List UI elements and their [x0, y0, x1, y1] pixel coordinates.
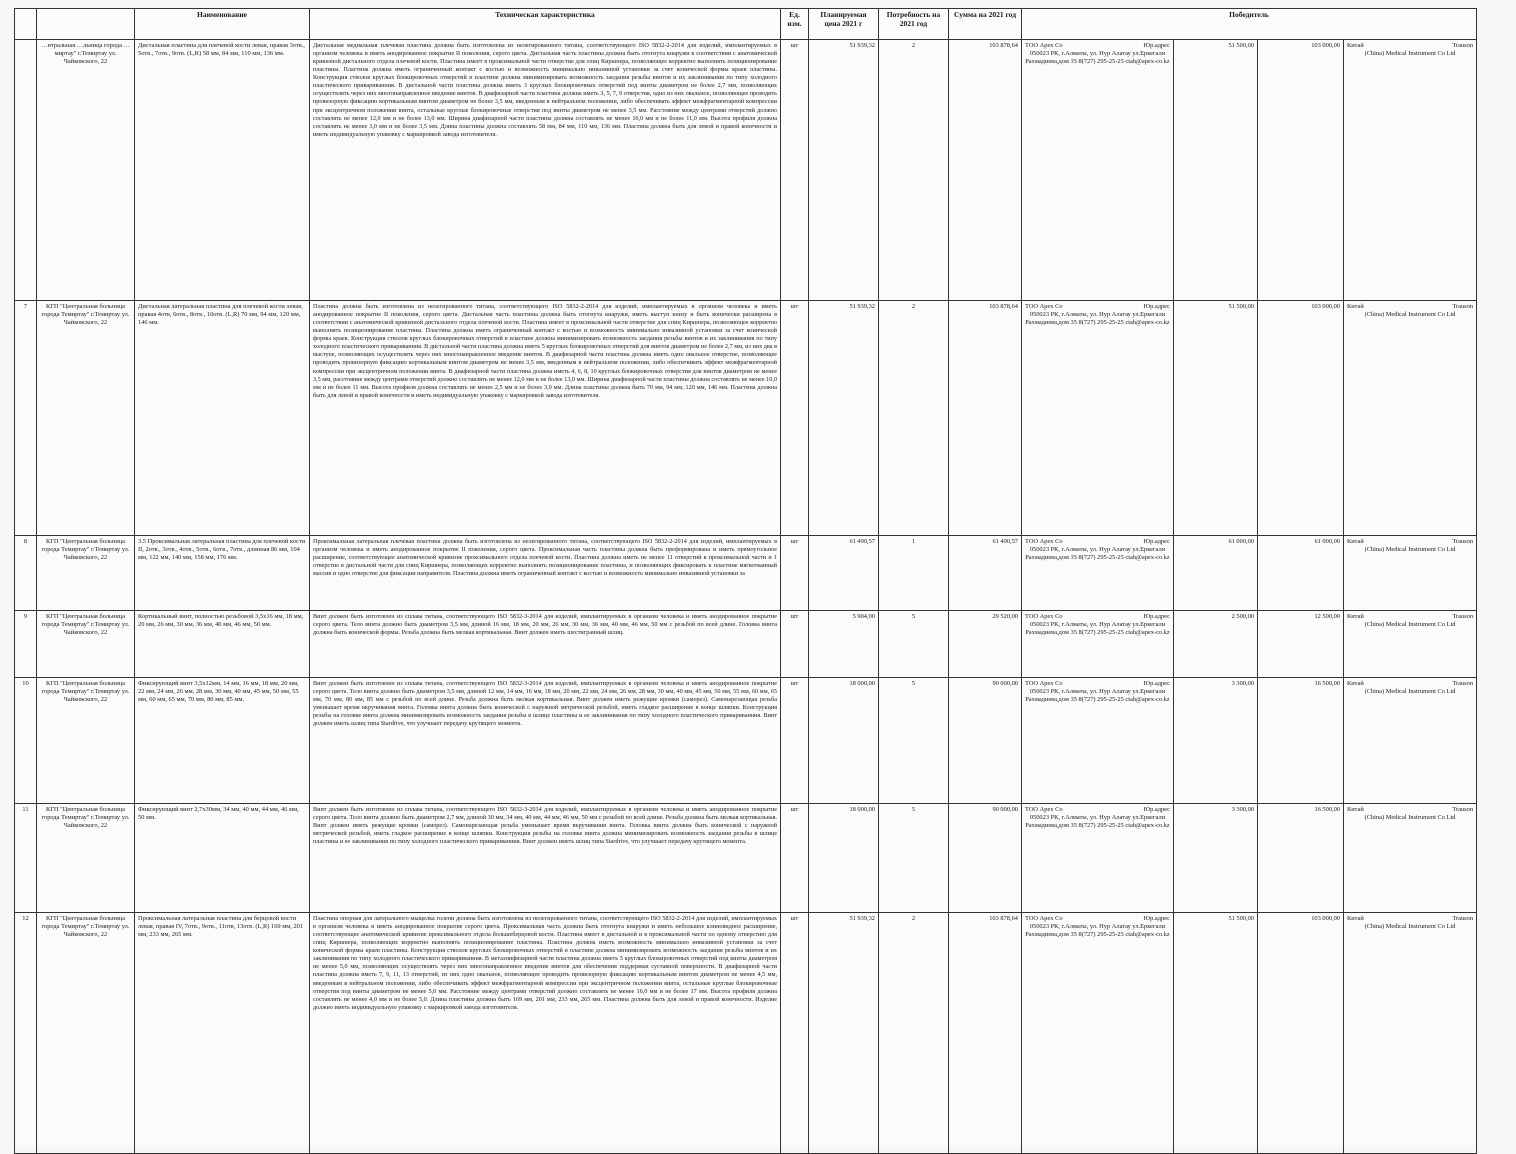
cell-winner-sum: 103 000,00 — [1258, 301, 1344, 536]
header-num — [15, 9, 37, 40]
manufacturer-name-a: Trauson — [1452, 538, 1474, 545]
cell-customer: …нтральная …льница города …миртау" г.Темиртау ул. Чайковского, 22 — [37, 40, 135, 301]
cell-winner-price: 3 300,00 — [1174, 804, 1258, 913]
cell-price: 51 939,32 — [809, 913, 879, 1154]
cell-num: 11 — [15, 804, 37, 913]
table-row — [15, 611, 1477, 678]
cell-num: 7 — [15, 301, 37, 536]
manufacturer-line — [1347, 303, 1473, 311]
manufacturer-country: Китай — [1347, 42, 1364, 49]
cell-price: 18 000,00 — [809, 804, 879, 913]
supplier-address: 050023 РК, г.Алматы, ул. Нур Алатау ул.Еркегали Рахмадиева,дом 35 8(727) 295-25-25 ctah@apex-co.kz — [1025, 688, 1170, 704]
supplier-addr-label: Юр.адрес — [1143, 915, 1170, 922]
cell-spec: Винт должен быть изготовлен из сплава титана, соответствующего ISO 5832-3-2014 для изделий, имплантируемых в организм человека и иметь анодированное покрытие серого цвета. Тело винта должно быть диаметром 2,7 мм, длиной 30 мм, 34 мм, 40 мм, 44 мм, 46 мм, 50 мм с резьбой по всей длине. Резьба должна быть мелкая кортикальная. Винт должен иметь режущие кромки (саморез). Самонарезающая резьба уменьшает время вкручивания винта. Головка винта должна быть конической с наружной метрической резьбой, иметь гладкое расширение в конце шляпки. Конструкция резьбы на головке винта должна минимизировать возможность заедания резьбы в шлице пластины и ее заклинивания по типу холодного пластического привариванния. Винт должен иметь шлиц типа Stardrive, что улучшает передачу крутящего момента. — [310, 804, 781, 913]
cell-customer: КГП "Центральная больница города Темиртау" г.Темиртау ул. Чайковского, 22 — [37, 678, 135, 804]
cell-manufacturer — [1344, 804, 1477, 913]
supplier-address: 050023 РК, г.Алматы, ул. Нур Алатау ул.Еркегали Рахмадиева,дом 35 8(727) 295-25-25 ctah@apex-co.kz — [1025, 50, 1170, 66]
supplier-address: 050023 РК, г.Алматы, ул. Нур Алатау ул.Еркегали Рахмадиева,дом 35 8(727) 295-25-25 ctah@apex-co.kz — [1025, 311, 1170, 327]
cell-num: 10 — [15, 678, 37, 804]
manufacturer-line — [1347, 806, 1473, 814]
header-customer — [37, 9, 135, 40]
cell-num: 12 — [15, 913, 37, 1154]
cell-qty: 5 — [879, 611, 949, 678]
cell-qty: 5 — [879, 678, 949, 804]
supplier-name: ТОО Apex Co — [1025, 806, 1063, 813]
cell-item-name: 3.5 Проксимальная латеральная пластина для плечевой кости II, 2отв., 3отв., 4отв., 5отв., 6отв., 7отв., длинная 86 мм, 104 мм, 122 мм, 140 мм, 158 мм, 176 мм. — [135, 536, 310, 611]
table-row — [15, 913, 1477, 1154]
supplier-addr-label: Юр.адрес — [1143, 680, 1170, 687]
supplier-addr-label: Юр.адрес — [1143, 613, 1170, 620]
cell-manufacturer — [1344, 678, 1477, 804]
cell-sum: 90 000,00 — [949, 804, 1022, 913]
header-spec: Техническая характеристика — [310, 9, 781, 40]
header-sum: Сумма на 2021 год — [949, 9, 1022, 40]
cell-item-name: Проксимальная латеральная пластина для берцовой кости левая, правая IV, 7отв., 9отв., 11отв, 13отв. (L,R) 169 мм, 201 мм, 233 мм, 265 мм. — [135, 913, 310, 1154]
cell-sum: 103 878,64 — [949, 301, 1022, 536]
cell-item-name: Фиксирующий винт 3,5х12мм, 14 мм, 16 мм, 18 мм, 20 мм, 22 мм, 24 мм, 26 мм, 28 мм, 30 мм, 40 мм, 45 мм, 50 мм, 55 мм, 60 мм, 65 мм, 70 мм, 80 мм, 85 мм. — [135, 678, 310, 804]
header-price: Планируемая цена 2021 г — [809, 9, 879, 40]
manufacturer-name-b: (China) Medical Instrument Co Ltd — [1364, 311, 1456, 319]
table-row — [15, 301, 1477, 536]
manufacturer-country: Китай — [1347, 303, 1364, 310]
cell-sum: 29 520,00 — [949, 611, 1022, 678]
cell-supplier — [1022, 611, 1174, 678]
cell-customer: КГП "Центральная больница города Темиртау" г.Темиртау ул. Чайковского, 22 — [37, 804, 135, 913]
cell-spec: Винт должен быть изготовлен из сплава титана, соответствующего ISO 5832-3-2014 для изделий, имплантируемых в организм человека и иметь анодированное покрытие серого цвета. Тело винта должно быть диаметром 3,5 мм, длиной 12 мм, 14 мм, 16 мм, 18 мм, 20 мм, 22 мм, 24 мм, 26 мм, 28 мм, 30 мм, 40 мм, 45 мм, 50 мм, 55 мм, 60 мм, 65 мм, 70 мм, 80 мм, 85 мм с резьбой по всей длине. Резьба должна быть мелкая кортикальная. Винт должен иметь режущие кромки (саморез). Самонарезающая резьба уменьшает время вкручивания винта. Головка винта должна быть конической с наружной метрической резьбой, иметь гладкое расширение в конце шляпки. Конструкция резьбы на головке винта должна минимизировать возможность заедания резьбы в шлице пластины и ее заклинивания по типу холодного пластического привариванния. Винт должен иметь шлиц типа Stardrive, что улучшает передачу крутящего момента. — [310, 678, 781, 804]
table-row — [15, 40, 1477, 301]
cell-manufacturer — [1344, 301, 1477, 536]
cell-spec: Проксимальная латеральная плечевая пластина должна быть изготовлена из нелегированного титана, соответствующего ISO 5832-2-2014 для изделий, имплантируемых в организм человека и иметь анодированное покрытие II поколения, серого цвета. Проксимальная часть пластины должна быть преформирована и иметь прямоугольное расширение, соответствующее анатомической кривизне проксимального отдела плечевой кости. Пластина должна иметь не менее 11 отверстий в проксимальной части и 1 отверстие в дистальной части для спиц Киршнера, позволяющих корректно выполнять позиционирование пластины, и позволяющих фиксировать к пластине мягкотканный массив и одно отверстие для фиксации направителя. Пластина должна иметь ограниченный контакт с костью и возможность минимально инвазивной установки за — [310, 536, 781, 611]
cell-supplier — [1022, 536, 1174, 611]
cell-winner-sum: 16 500,00 — [1258, 678, 1344, 804]
cell-sum: 61 490,57 — [949, 536, 1022, 611]
supplier-addr-label: Юр.адрес — [1143, 42, 1170, 49]
cell-customer: КГП "Центральная больница города Темиртау" г.Темиртау ул. Чайковского, 22 — [37, 536, 135, 611]
cell-winner-price: 3 300,00 — [1174, 678, 1258, 804]
supplier-line — [1025, 538, 1170, 546]
cell-manufacturer — [1344, 913, 1477, 1154]
header-unit: Ед. изм. — [781, 9, 809, 40]
cell-unit: шт — [781, 611, 809, 678]
cell-winner-sum: 103 000,00 — [1258, 913, 1344, 1154]
cell-qty: 1 — [879, 536, 949, 611]
supplier-line — [1025, 613, 1170, 621]
manufacturer-line — [1347, 613, 1473, 621]
cell-sum: 103 878,64 — [949, 913, 1022, 1154]
supplier-line — [1025, 303, 1170, 311]
cell-item-name: Кортикальный винт, полностью резьбовой 3,5х16 мм, 18 мм, 20 мм, 26 мм, 30 мм, 36 мм, 40 мм, 46 мм, 50 мм. — [135, 611, 310, 678]
cell-manufacturer — [1344, 611, 1477, 678]
table-row — [15, 536, 1477, 611]
supplier-name: ТОО Apex Co — [1025, 538, 1063, 545]
cell-qty: 2 — [879, 40, 949, 301]
supplier-name: ТОО Apex Co — [1025, 613, 1063, 620]
cell-winner-sum: 61 000,00 — [1258, 536, 1344, 611]
manufacturer-country: Китай — [1347, 915, 1364, 922]
supplier-address: 050023 РК, г.Алматы, ул. Нур Алатау ул.Еркегали Рахмадиева,дом 35 8(727) 295-25-25 ctah@apex-co.kz — [1025, 546, 1170, 562]
supplier-line — [1025, 915, 1170, 923]
cell-price: 18 000,00 — [809, 678, 879, 804]
supplier-address: 050023 РК, г.Алматы, ул. Нур Алатау ул.Еркегали Рахмадиева,дом 35 8(727) 295-25-25 ctah@apex-co.kz — [1025, 923, 1170, 939]
manufacturer-line — [1347, 538, 1473, 546]
cell-num: 8 — [15, 536, 37, 611]
cell-unit: шт — [781, 913, 809, 1154]
supplier-address: 050023 РК, г.Алматы, ул. Нур Алатау ул.Еркегали Рахмадиева,дом 35 8(727) 295-25-25 ctah@apex-co.kz — [1025, 814, 1170, 830]
cell-price: 5 904,00 — [809, 611, 879, 678]
manufacturer-name-b: (China) Medical Instrument Co Ltd — [1364, 50, 1456, 58]
cell-item-name: Дистальная пластина для плечевой кости левая, правая 3отв., 5отв., 7отв., 9отв. (L,R) 58 мм, 84 мм, 110 мм, 136 мм. — [135, 40, 310, 301]
manufacturer-country: Китай — [1347, 613, 1364, 620]
cell-unit: шт — [781, 40, 809, 301]
cell-item-name: Дистальная латеральная пластина для плечевой кости левая, правая 4отв, 6отв., 8отв., 10отв. (L,R) 70 мм, 94 мм, 120 мм, 146 мм. — [135, 301, 310, 536]
cell-supplier — [1022, 804, 1174, 913]
manufacturer-line — [1347, 42, 1473, 50]
cell-price: 51 939,32 — [809, 301, 879, 536]
cell-winner-price: 51 500,00 — [1174, 913, 1258, 1154]
table-row — [15, 678, 1477, 804]
manufacturer-country: Китай — [1347, 538, 1364, 545]
cell-supplier — [1022, 913, 1174, 1154]
supplier-name: ТОО Apex Co — [1025, 915, 1063, 922]
cell-qty: 2 — [879, 301, 949, 536]
cell-winner-sum: 16 500,00 — [1258, 804, 1344, 913]
manufacturer-name-a: Trauson — [1452, 613, 1474, 620]
cell-supplier — [1022, 678, 1174, 804]
table-row — [15, 804, 1477, 913]
header-qty: Потребность на 2021 год — [879, 9, 949, 40]
manufacturer-name-b: (China) Medical Instrument Co Ltd — [1364, 814, 1456, 822]
manufacturer-name-b: (China) Medical Instrument Co Ltd — [1364, 923, 1456, 931]
cell-winner-sum: 103 000,00 — [1258, 40, 1344, 301]
cell-qty: 2 — [879, 913, 949, 1154]
cell-winner-price: 51 500,00 — [1174, 40, 1258, 301]
supplier-addr-label: Юр.адрес — [1143, 538, 1170, 545]
cell-spec: Дистальная медиальная плечевая пластина должна быть изготовлена из нелегированного титана, соответствующего ISO 5832-2-2014 для изделий, имплантируемых в организм человека и иметь анодированное покрытие II поколения, серого цвета. Дистальная часть пластины должна быть отогнута кнаружи в соответствии с анатомической кривизной дистального отдела плечевой кости. Пластина имеет в проксимальной части отверстие для спиц Киршнера, позволяющее корректно выполнять позиционирование пластины. Пластина должна иметь ограниченный контакт с костью и возможность минимально инвазивной установки за счет конической формы краев пластины. Конструкция стволов круглых блокировочных отверстий в пластине должна минимизировать возможность заедания резьбы винтов и их заклинивания по типу холодного пластического привариванния. В дистальной части пластина должна иметь 3 круглых блокировочных отверстий под винты диаметром не более 2,7 мм, позволяющих осуществлять через них многонаправленное введение винтов. В диафизарной части пластина должна иметь 3, 5, 7, 9 отверстия, одно из них овальное, позволяющее проводить провизорную фиксацию кортикальным винтом диаметром не более 3,5 мм, введенным в нейтральном положении, либо обеспечивать эффект межфрагментарной компрессии при эксцентричном положении винта, остальные круглые блокировочные отверстия под винты диаметром не менее 3,5 мм. Расстояние между центрами отверстий должно составлять не менее 12,0 мм и не более 13,0 мм. Ширина диафизарной части пластины должна составлять не менее 10,0 мм и не более 11,0 мм. Высота профиля должна составлять не менее 3,0 мм и не более 3,5 мм. Длина пластины должна составлять 58 мм, 84 мм, 110 мм, 136 мм. Пластина должна быть для левой и правой конечности и иметь индивидуальную упаковку с маркировкой завода изготовителя. — [310, 40, 781, 301]
cell-item-name: Фиксирующий винт 2,7х30мм, 34 мм, 40 мм, 44 мм, 46 мм, 50 мм. — [135, 804, 310, 913]
cell-unit: шт — [781, 804, 809, 913]
cell-qty: 5 — [879, 804, 949, 913]
cell-price: 51 939,32 — [809, 40, 879, 301]
cell-unit: шт — [781, 536, 809, 611]
supplier-line — [1025, 680, 1170, 688]
cell-sum: 103 878,64 — [949, 40, 1022, 301]
supplier-address: 050023 РК, г.Алматы, ул. Нур Алатау ул.Еркегали Рахмадиева,дом 35 8(727) 295-25-25 ctah@apex-co.kz — [1025, 621, 1170, 637]
cell-spec: Пластина должна быть изготовлена из нелегированного титана, соответствующего ISO 5832-2-2014 для изделий, имплантируемых в организм человека и иметь анодированное покрытие II поколения, серого цвета. Дистальная часть пластины должна быть отогнута кнаружи, иметь выступ книзу и быть конически расширена в соответствии с анатомической кривизной дистального отдела плечевой кости. Пластина имеет в проксимальной части отверстие для спиц Киршнера, позволяющее корректно выполнять позиционирование пластины. Пластина должна иметь ограниченный контакт с костью и возможность минимально инвазивной установки за счет конической формы краев. Конструкция стволов круглых блокировочных отверстий в пластине должна минимизировать возможность заедания резьбы винтов и их заклинивания по типу холодного пластического привариванния. В дистальной части пластина должна иметь 5 круглых блокировочных отверстий для винтов диаметром не более 2,7 мм, из них два в выступе, позволяющих осуществлять через них многонаправленное введение винтов. В диафизарной части пластина должна иметь одно овальное отверстие, позволяющее проводить провизорную фиксацию кортикальным винтом диаметром не менее 3,5 мм, введенным в нейтральном положении, либо обеспечивать эффект межфрагментарной компрессии при эксцентричном положении винта. В диафизарной части пластина должна иметь 4, 6, 8, 10 круглых блокировочных отверстия для винтов диаметром не менее 3,5 мм, расстояние между центрами отверстий должно составлять не менее 12,0 мм и не более 13,0 мм. Ширина диафизарной части пластины должна составлять не менее 10,0 мм и не более 11 мм. Высота профиля должна составлять не менее 2,5 мм и не более 3,0 мм. Длина пластины должна быть 70 мм, 94 мм, 120 мм, 146 мм. Пластина должна быть для левой и правой конечности и иметь индивидуальную упаковку с маркировкой завода изготовителя. — [310, 301, 781, 536]
supplier-name: ТОО Apex Co — [1025, 680, 1063, 687]
supplier-name: ТОО Apex Co — [1025, 303, 1063, 310]
manufacturer-name-a: Trauson — [1452, 806, 1474, 813]
manufacturer-country: Китай — [1347, 680, 1364, 687]
cell-manufacturer — [1344, 40, 1477, 301]
header-name: Наименование — [135, 9, 310, 40]
cell-price: 61 490,57 — [809, 536, 879, 611]
cell-num: 9 — [15, 611, 37, 678]
manufacturer-country: Китай — [1347, 806, 1364, 813]
cell-winner-price: 51 500,00 — [1174, 301, 1258, 536]
manufacturer-name-b: (China) Medical Instrument Co Ltd — [1364, 688, 1456, 696]
manufacturer-name-a: Trauson — [1452, 915, 1474, 922]
supplier-name: ТОО Apex Co — [1025, 42, 1063, 49]
cell-winner-price: 61 000,00 — [1174, 536, 1258, 611]
cell-customer: КГП "Центральная больница города Темиртау" г.Темиртау ул. Чайковского, 22 — [37, 913, 135, 1154]
cell-winner-price: 2 500,00 — [1174, 611, 1258, 678]
cell-supplier — [1022, 301, 1174, 536]
supplier-addr-label: Юр.адрес — [1143, 806, 1170, 813]
supplier-line — [1025, 42, 1170, 50]
cell-customer: КГП "Центральная больница города Темиртау" г.Темиртау ул. Чайковского, 22 — [37, 301, 135, 536]
cell-spec: Пластина опорная для латерального мыщелка голени должна быть изготовлена из нелегированного титана, соответствующего ISO 5832-2-2014 для изделий, имплантируемых в организм человека и иметь анодированное покрытие серого цвета. Проксимальная часть должна быть отогнута кнаружи и иметь небольшое клиновидное расширение, соответствующее анатомической кривизне проксимального отдела большеберцовой кости. Пластина имеет в дистальной и в проксимальной части по одному отверстию для спиц Киршнера, позволяющих корректно выполнять позиционирование пластины. Пластина должна иметь возможность минимально инвазивной установки за счет конической формы краев пластины. Конструкция стволов круглых блокировочных отверстий в пластине должна минимизировать возможность заедания резьбы винтов и их заклинивания по типу холодного пластического привариванния. В метаэпифизарной части пластина должна иметь 5 круглых блокировочных отверстий под винты диаметром не менее 5,0 мм, позволяющих осуществлять через них многонаправленное введение винтов для обеспечения поддержки суставной поверхности. В диафизарной части пластина должна иметь 7, 9, 11, 13 отверстий, из них одно овальное, позволяющее проводить провизорную фиксацию кортикальным винтом диаметром не менее 4,5 мм, введенным в нейтральном положении, либо обеспечивать эффект межфрагментарной компрессии при эксцентричном положении винта, остальные круглые блокировочные отверстия под винты диаметром не менее 5,0 мм. Расстояние между центрами отверстий должно составлять не менее 16,0 мм и не более 17 мм. Высота профиля должна составлять не менее 4,0 мм и не более 5,0. Длина пластины должна быть 169 мм, 201 мм, 233 мм, 265 мм. Пластина должна быть для левой и правой конечности. Изделие должно иметь индивидуальную упаковку с маркировкой завода изготовителя. — [310, 913, 781, 1154]
manufacturer-name-a: Trauson — [1452, 680, 1474, 687]
cell-winner-sum: 12 500,00 — [1258, 611, 1344, 678]
header-row — [15, 9, 1477, 40]
manufacturer-name-b: (China) Medical Instrument Co Ltd — [1364, 546, 1456, 554]
cell-sum: 90 000,00 — [949, 678, 1022, 804]
supplier-addr-label: Юр.адрес — [1143, 303, 1170, 310]
cell-spec: Винт должен быть изготовлен из сплава титана, соответствующего ISO 5832-3-2014 для изделий, имплантируемых в организм человека и иметь анодированное покрытие серого цвета. Тело винта должно быть диаметром 3,5 мм, длиной 16 мм, 18 мм, 20 мм, 26 мм, 30 мм, 36 мм, 40 мм, 46 мм, 50 мм с резьбой по всей длине. Головка винта должна быть конической формы. Резьба должна быть мелкая кортикальная. Винт должен иметь шестигранный шлиц. — [310, 611, 781, 678]
manufacturer-name-b: (China) Medical Instrument Co Ltd — [1364, 621, 1456, 629]
manufacturer-name-a: Trauson — [1452, 42, 1474, 49]
cell-customer: КГП "Центральная больница города Темиртау" г.Темиртау ул. Чайковского, 22 — [37, 611, 135, 678]
manufacturer-line — [1347, 680, 1473, 688]
cell-unit: шт — [781, 678, 809, 804]
procurement-table-sheet — [14, 8, 1476, 1146]
procurement-table — [14, 8, 1477, 1154]
cell-unit: шт — [781, 301, 809, 536]
manufacturer-name-a: Trauson — [1452, 303, 1474, 310]
supplier-line — [1025, 806, 1170, 814]
cell-manufacturer — [1344, 536, 1477, 611]
cell-num — [15, 40, 37, 301]
manufacturer-line — [1347, 915, 1473, 923]
header-winner: Победитель — [1022, 9, 1477, 40]
cell-supplier — [1022, 40, 1174, 301]
